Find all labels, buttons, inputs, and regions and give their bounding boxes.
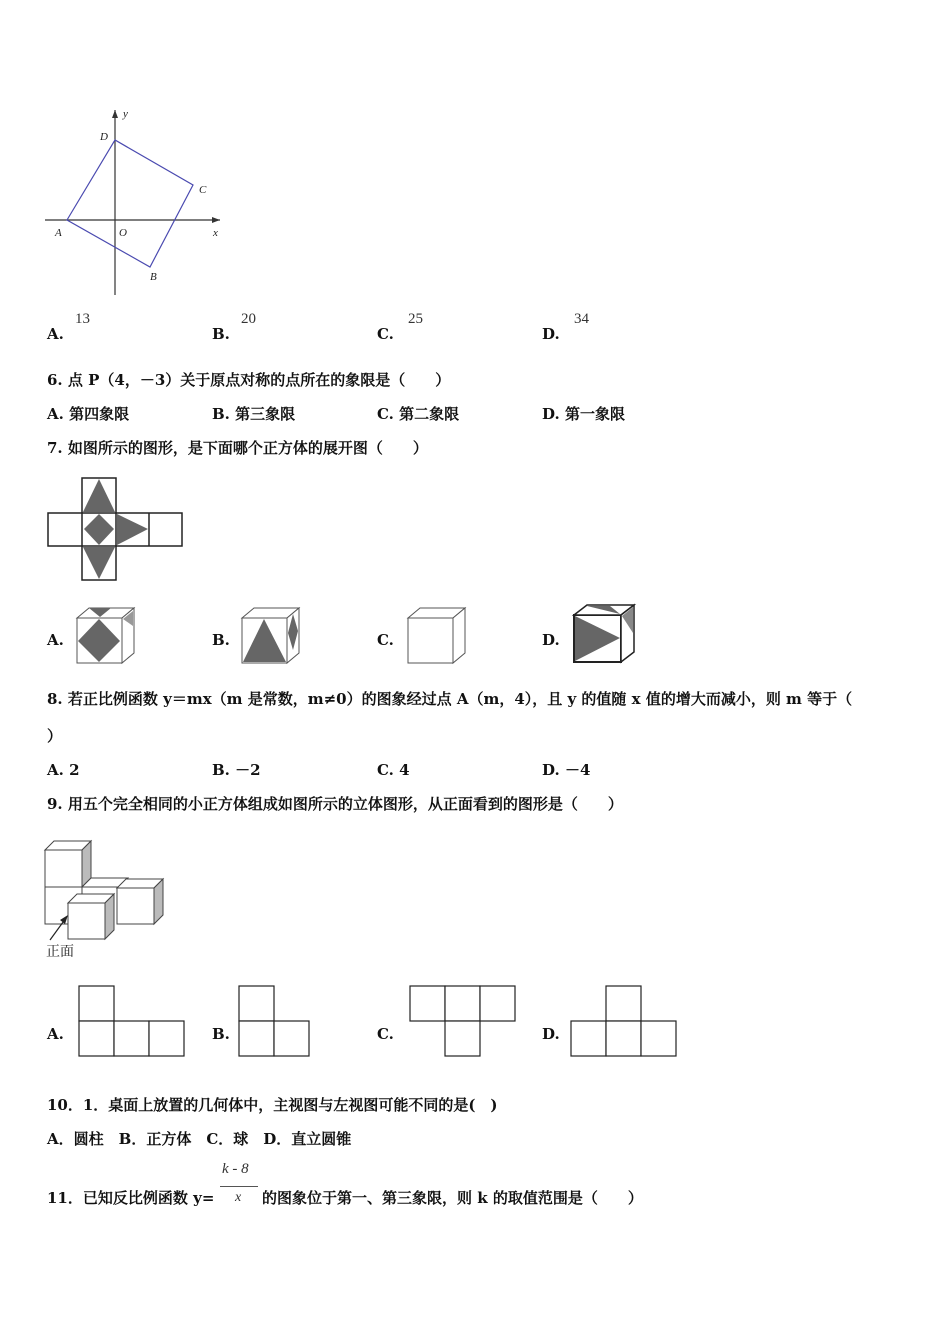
q9-view-d-figure: [570, 985, 682, 1060]
q7-option-b[interactable]: B.: [212, 631, 230, 649]
point-c-label: C: [199, 184, 207, 196]
option-value: 13: [75, 311, 90, 327]
q7-option-c[interactable]: C.: [377, 631, 394, 649]
q7-stem: 7. 如图所示的图形，是下面哪个正方体的展开图（ ）: [47, 439, 428, 457]
x-axis-label: x: [213, 227, 218, 239]
q9-view-c-figure: [409, 985, 521, 1060]
q9-stem: 9. 用五个完全相同的小正方体组成如图所示的立体图形，从正面看到的图形是（ ）: [47, 795, 623, 813]
q7-cube-a-figure: [75, 606, 137, 666]
option-label: C.: [377, 325, 394, 343]
q7-option-a[interactable]: A.: [47, 631, 64, 649]
q11-numerator: k - 8: [222, 1161, 249, 1177]
fraction-bar: [220, 1186, 258, 1187]
q9-option-b[interactable]: B.: [212, 1025, 230, 1043]
q6-option-d[interactable]: D. 第一象限: [542, 405, 625, 423]
q6-option-c[interactable]: C. 第二象限: [377, 405, 460, 423]
q7-cube-net-figure: [46, 476, 186, 584]
option-label: B.: [212, 325, 230, 343]
y-axis-label: y: [123, 108, 128, 120]
point-b-label: B: [150, 271, 157, 283]
q7-cube-d-figure: [572, 603, 636, 665]
q6-option-b[interactable]: B. 第三象限: [212, 405, 296, 423]
q8-option-a[interactable]: A. 2: [47, 761, 80, 779]
q9-option-a[interactable]: A.: [47, 1025, 64, 1043]
q8-stem-line2: ）: [47, 727, 63, 745]
q7-cube-b-figure: [240, 606, 302, 666]
origin-label: O: [119, 227, 127, 239]
q6-option-a[interactable]: A. 第四象限: [47, 405, 130, 423]
q9-front-label: 正面: [46, 944, 74, 960]
point-d-label: D: [100, 131, 108, 143]
q8-stem-line1: 8. 若正比例函数 y＝mx（m 是常数，m≠0）的图象经过点 A（m，4），且 y 的值随 x 值的增大而减小，则 m 等于（: [47, 690, 853, 708]
q7-cube-c-figure: [406, 606, 468, 666]
q8-option-b[interactable]: B. －2: [212, 761, 261, 779]
q9-view-b-figure: [238, 985, 314, 1060]
q10-options[interactable]: A．圆柱 B．正方体 C．球 D．直立圆锥: [47, 1130, 352, 1148]
point-a-label: A: [55, 227, 62, 239]
q11-denominator: x: [235, 1190, 242, 1205]
option-value: 20: [241, 311, 256, 327]
q9-option-c[interactable]: C.: [377, 1025, 394, 1043]
q7-option-d[interactable]: D.: [542, 631, 560, 649]
q9-option-d[interactable]: D.: [542, 1025, 560, 1043]
q6-stem: 6. 点 P（4，－3）关于原点对称的点所在的象限是（ ）: [47, 371, 451, 389]
q11-stem-prefix: 11．已知反比例函数 y=: [47, 1189, 215, 1207]
q8-option-c[interactable]: C. 4: [377, 761, 410, 779]
q11-stem-suffix: 的图象位于第一、第三象限，则 k 的取值范围是（ ）: [262, 1189, 643, 1207]
option-value: 34: [574, 311, 589, 327]
option-label: A.: [47, 325, 64, 343]
q5-coordinate-figure: [40, 105, 230, 295]
option-value: 25: [408, 311, 423, 327]
q10-stem: 10．1．桌面上放置的几何体中，主视图与左视图可能不同的是( ): [47, 1096, 498, 1114]
q9-view-a-figure: [78, 985, 188, 1060]
option-label: D.: [542, 325, 560, 343]
q8-option-d[interactable]: D. －4: [542, 761, 591, 779]
